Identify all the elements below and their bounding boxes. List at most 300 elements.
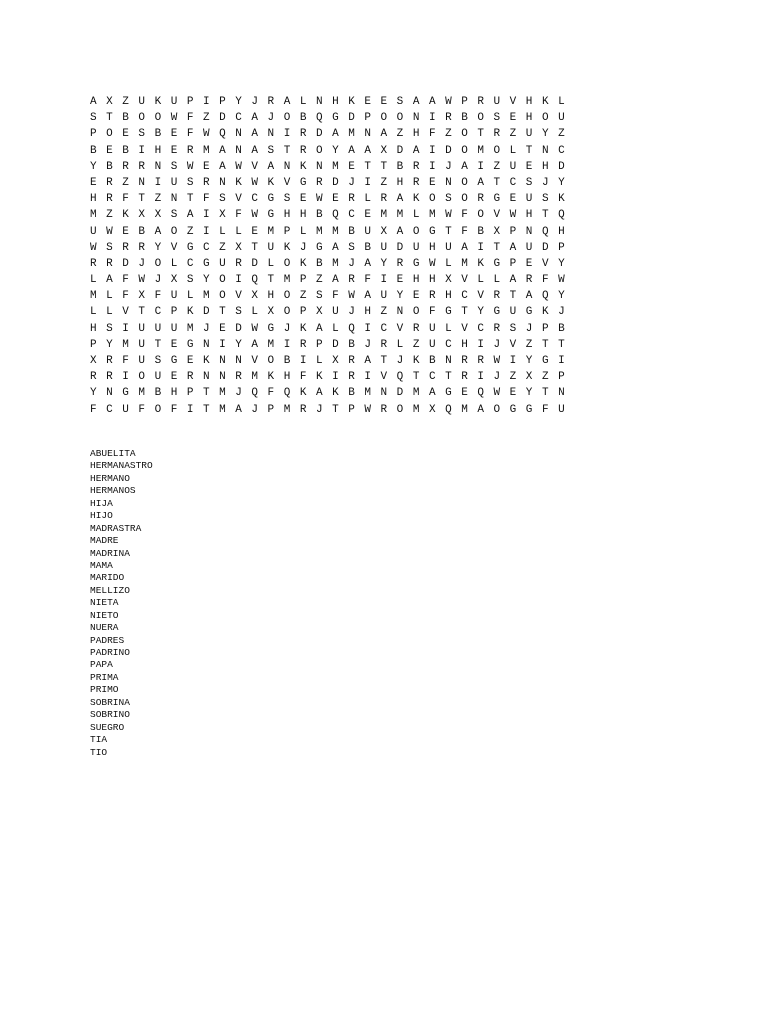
- grid-letter: A: [219, 144, 226, 157]
- grid-letter: W: [493, 387, 501, 400]
- grid-letter: Y: [558, 176, 565, 189]
- grid-letter: Y: [235, 338, 242, 351]
- grid-letter: B: [299, 112, 307, 125]
- grid-letter: D: [348, 112, 355, 125]
- grid-letter: Y: [477, 306, 484, 319]
- grid-letter: J: [267, 112, 275, 125]
- grid-letter: G: [122, 387, 129, 400]
- grid-letter: D: [315, 128, 323, 141]
- grid-letter: I: [122, 322, 129, 335]
- grid-letter: R: [348, 371, 355, 384]
- grid-letter: Q: [251, 387, 259, 400]
- grid-letter: O: [461, 128, 468, 141]
- grid-letter: E: [509, 193, 517, 206]
- grid-letter: P: [509, 225, 517, 238]
- grid-letter: H: [267, 290, 275, 303]
- grid-letter: P: [90, 128, 97, 141]
- grid-letter: M: [396, 209, 404, 222]
- grid-letter: J: [138, 257, 146, 270]
- grid-letter: I: [122, 371, 129, 384]
- word-list-item: MADRINA: [90, 547, 130, 559]
- grid-letter: V: [509, 96, 517, 108]
- grid-row: [90, 321, 574, 337]
- grid-letter: U: [170, 96, 178, 108]
- grid-letter: C: [428, 371, 436, 384]
- grid-letter: I: [186, 403, 194, 416]
- grid-letter: W: [106, 225, 113, 238]
- grid-letter: H: [412, 274, 420, 287]
- grid-letter: Z: [315, 274, 323, 287]
- grid-letter: B: [348, 387, 355, 400]
- grid-letter: Z: [122, 96, 129, 108]
- grid-row: [90, 94, 574, 110]
- grid-letter: U: [493, 96, 501, 108]
- grid-letter: S: [235, 306, 242, 319]
- grid-letter: O: [138, 371, 146, 384]
- grid-letter: M: [186, 322, 194, 335]
- grid-letter: R: [348, 355, 355, 367]
- grid-row: [90, 159, 574, 175]
- grid-letter: T: [202, 403, 210, 416]
- grid-letter: I: [477, 371, 484, 384]
- grid-letter: L: [445, 322, 452, 335]
- grid-letter: J: [315, 403, 323, 416]
- grid-letter: P: [558, 241, 565, 254]
- grid-letter: W: [186, 160, 194, 173]
- grid-letter: V: [477, 290, 484, 303]
- grid-letter: V: [541, 257, 549, 270]
- word-list-item: TIO: [90, 746, 108, 758]
- grid-letter: A: [251, 112, 259, 125]
- grid-letter: T: [541, 387, 549, 400]
- grid-letter: Q: [283, 387, 291, 400]
- grid-letter: I: [219, 338, 226, 351]
- grid-letter: P: [90, 338, 97, 351]
- grid-letter: A: [396, 225, 404, 238]
- grid-letter: E: [170, 371, 178, 384]
- grid-letter: B: [122, 144, 129, 157]
- grid-letter: F: [122, 355, 129, 367]
- grid-letter: P: [509, 257, 517, 270]
- grid-letter: I: [202, 96, 210, 108]
- grid-letter: O: [412, 225, 420, 238]
- grid-letter: L: [170, 257, 178, 270]
- grid-row: [90, 143, 574, 159]
- grid-letter: K: [186, 306, 194, 319]
- grid-letter: Z: [445, 128, 452, 141]
- grid-letter: O: [283, 306, 291, 319]
- grid-letter: E: [332, 193, 339, 206]
- grid-letter: I: [380, 274, 388, 287]
- grid-letter: X: [332, 355, 339, 367]
- grid-letter: U: [138, 96, 146, 108]
- grid-letter: K: [299, 387, 307, 400]
- grid-letter: L: [315, 355, 323, 367]
- grid-letter: X: [219, 209, 226, 222]
- grid-letter: P: [348, 403, 355, 416]
- grid-letter: U: [558, 403, 565, 416]
- grid-letter: J: [445, 160, 452, 173]
- grid-letter: Z: [525, 338, 533, 351]
- grid-letter: X: [380, 225, 388, 238]
- grid-letter: T: [412, 371, 420, 384]
- grid-letter: S: [509, 322, 517, 335]
- grid-letter: K: [299, 322, 307, 335]
- word-list-item: PRIMA: [90, 671, 119, 683]
- grid-letter: P: [186, 96, 194, 108]
- grid-letter: C: [106, 403, 113, 416]
- grid-letter: G: [186, 338, 194, 351]
- grid-letter: E: [251, 225, 259, 238]
- grid-letter: C: [202, 241, 210, 254]
- grid-letter: G: [412, 257, 420, 270]
- grid-letter: E: [90, 176, 97, 189]
- grid-letter: C: [380, 322, 388, 335]
- grid-letter: M: [267, 225, 275, 238]
- grid-letter: M: [428, 209, 436, 222]
- grid-letter: O: [154, 257, 162, 270]
- grid-letter: A: [332, 241, 339, 254]
- grid-letter: R: [186, 144, 194, 157]
- grid-letter: U: [428, 338, 436, 351]
- grid-letter: E: [122, 128, 129, 141]
- grid-letter: U: [90, 225, 97, 238]
- grid-letter: Z: [509, 371, 517, 384]
- grid-letter: E: [170, 338, 178, 351]
- grid-letter: U: [525, 128, 533, 141]
- grid-letter: H: [461, 338, 468, 351]
- grid-letter: K: [477, 257, 484, 270]
- grid-letter: I: [428, 112, 436, 125]
- grid-letter: J: [348, 257, 355, 270]
- grid-letter: H: [525, 112, 533, 125]
- grid-letter: W: [251, 176, 259, 189]
- grid-letter: S: [186, 274, 194, 287]
- grid-letter: V: [235, 290, 242, 303]
- grid-letter: X: [138, 290, 146, 303]
- grid-letter: O: [267, 355, 275, 367]
- grid-letter: C: [251, 193, 259, 206]
- grid-letter: L: [493, 274, 501, 287]
- grid-letter: M: [267, 338, 275, 351]
- grid-letter: L: [445, 257, 452, 270]
- grid-letter: P: [364, 112, 371, 125]
- grid-letter: M: [138, 387, 146, 400]
- grid-letter: U: [332, 306, 339, 319]
- grid-letter: Y: [332, 144, 339, 157]
- grid-letter: A: [364, 144, 371, 157]
- grid-letter: T: [138, 193, 146, 206]
- grid-letter: I: [138, 144, 146, 157]
- grid-letter: A: [364, 290, 371, 303]
- grid-letter: I: [235, 274, 242, 287]
- grid-letter: J: [154, 274, 162, 287]
- grid-letter: P: [541, 322, 549, 335]
- word-list-item: HERMANOS: [90, 485, 136, 497]
- grid-letter: O: [477, 112, 484, 125]
- grid-letter: O: [493, 403, 501, 416]
- grid-letter: Y: [558, 290, 565, 303]
- grid-letter: R: [106, 371, 113, 384]
- grid-letter: H: [170, 387, 178, 400]
- grid-letter: F: [154, 290, 162, 303]
- grid-letter: T: [525, 144, 533, 157]
- grid-letter: S: [267, 144, 275, 157]
- word-list-item: PADRINO: [90, 647, 130, 658]
- grid-letter: C: [558, 144, 565, 157]
- grid-letter: U: [138, 322, 146, 335]
- grid-letter: H: [396, 176, 404, 189]
- grid-row: [90, 224, 574, 240]
- grid-letter: F: [428, 128, 436, 141]
- grid-letter: Z: [493, 160, 501, 173]
- grid-letter: R: [380, 338, 388, 351]
- grid-letter: A: [251, 128, 259, 141]
- word-list-item: ABUELITA: [90, 448, 136, 459]
- grid-letter: S: [283, 193, 291, 206]
- grid-letter: M: [283, 274, 291, 287]
- grid-letter: W: [348, 290, 355, 303]
- grid-letter: X: [525, 371, 533, 384]
- word-list-item: MARIDO: [90, 572, 125, 584]
- grid-letter: E: [461, 387, 468, 400]
- grid-row: [90, 385, 574, 401]
- grid-letter: X: [251, 290, 259, 303]
- grid-letter: Z: [186, 225, 194, 238]
- grid-letter: Z: [122, 176, 129, 189]
- word-list-item: HERMANO: [90, 472, 130, 484]
- grid-letter: N: [315, 96, 323, 108]
- grid-letter: V: [493, 209, 501, 222]
- grid-letter: Z: [154, 193, 162, 206]
- grid-letter: Y: [380, 257, 388, 270]
- grid-letter: T: [509, 290, 517, 303]
- grid-letter: N: [267, 128, 275, 141]
- grid-letter: F: [235, 209, 242, 222]
- grid-letter: R: [493, 290, 501, 303]
- grid-row: [90, 304, 574, 320]
- grid-letter: F: [541, 274, 549, 287]
- grid-letter: D: [396, 387, 404, 400]
- grid-letter: Q: [445, 403, 452, 416]
- grid-letter: O: [283, 112, 291, 125]
- grid-letter: V: [235, 193, 242, 206]
- grid-letter: Y: [90, 387, 97, 400]
- grid-letter: U: [267, 241, 275, 254]
- word-list-item: SOBRINO: [90, 709, 130, 721]
- grid-letter: A: [364, 355, 371, 367]
- grid-letter: W: [493, 355, 501, 367]
- grid-letter: X: [267, 306, 275, 319]
- grid-letter: Q: [219, 128, 226, 141]
- grid-letter: G: [445, 387, 452, 400]
- grid-letter: C: [477, 322, 484, 335]
- grid-letter: J: [235, 387, 242, 400]
- grid-letter: A: [219, 160, 226, 173]
- grid-letter: E: [525, 257, 533, 270]
- grid-letter: O: [138, 112, 146, 125]
- grid-letter: M: [283, 403, 291, 416]
- grid-letter: T: [445, 371, 452, 384]
- grid-letter: I: [332, 371, 339, 384]
- grid-letter: T: [558, 338, 565, 351]
- grid-letter: I: [477, 241, 484, 254]
- grid-letter: A: [251, 338, 259, 351]
- grid-row: [90, 110, 574, 126]
- grid-letter: R: [122, 241, 129, 254]
- grid-letter: S: [219, 193, 226, 206]
- grid-letter: T: [154, 338, 162, 351]
- grid-letter: S: [186, 176, 194, 189]
- grid-letter: O: [170, 225, 178, 238]
- grid-letter: C: [186, 257, 194, 270]
- grid-letter: M: [202, 290, 210, 303]
- grid-letter: W: [509, 209, 517, 222]
- grid-letter: B: [154, 387, 162, 400]
- grid-letter: S: [541, 193, 549, 206]
- grid-letter: J: [493, 338, 501, 351]
- grid-letter: R: [525, 274, 533, 287]
- grid-letter: P: [267, 403, 275, 416]
- grid-letter: T: [493, 176, 501, 189]
- grid-letter: G: [202, 257, 210, 270]
- grid-letter: Q: [541, 225, 549, 238]
- grid-letter: G: [525, 403, 533, 416]
- grid-letter: N: [396, 306, 404, 319]
- grid-letter: N: [525, 225, 533, 238]
- grid-letter: I: [558, 355, 565, 367]
- grid-letter: T: [332, 403, 339, 416]
- grid-letter: U: [525, 193, 533, 206]
- grid-letter: Z: [541, 371, 549, 384]
- grid-letter: W: [445, 209, 452, 222]
- grid-letter: N: [412, 112, 420, 125]
- grid-letter: Y: [525, 387, 533, 400]
- grid-letter: B: [558, 322, 565, 335]
- grid-letter: R: [380, 193, 388, 206]
- grid-letter: S: [170, 160, 178, 173]
- grid-letter: A: [461, 241, 468, 254]
- grid-letter: E: [170, 128, 178, 141]
- grid-letter: N: [541, 144, 549, 157]
- grid-letter: T: [445, 225, 452, 238]
- grid-letter: F: [541, 403, 549, 416]
- grid-letter: F: [122, 274, 129, 287]
- grid-letter: A: [412, 96, 420, 108]
- grid-letter: N: [219, 176, 226, 189]
- grid-letter: N: [106, 387, 113, 400]
- grid-letter: I: [364, 322, 371, 335]
- grid-letter: T: [541, 338, 549, 351]
- grid-letter: A: [461, 160, 468, 173]
- grid-letter: L: [558, 96, 565, 108]
- grid-letter: A: [412, 144, 420, 157]
- grid-letter: G: [299, 176, 307, 189]
- grid-letter: R: [461, 371, 468, 384]
- grid-letter: K: [267, 176, 275, 189]
- grid-letter: G: [267, 193, 275, 206]
- grid-letter: V: [461, 274, 468, 287]
- grid-letter: L: [299, 96, 307, 108]
- grid-letter: T: [364, 160, 371, 173]
- grid-letter: R: [186, 371, 194, 384]
- grid-letter: G: [493, 257, 501, 270]
- grid-letter: T: [380, 160, 388, 173]
- grid-letter: J: [348, 176, 355, 189]
- grid-letter: N: [170, 193, 178, 206]
- grid-letter: D: [332, 338, 339, 351]
- grid-letter: U: [170, 176, 178, 189]
- grid-letter: Y: [541, 128, 549, 141]
- grid-letter: R: [90, 371, 97, 384]
- grid-letter: T: [186, 193, 194, 206]
- grid-letter: L: [477, 274, 484, 287]
- grid-letter: J: [202, 322, 210, 335]
- grid-letter: Z: [396, 128, 404, 141]
- grid-letter: W: [170, 112, 178, 125]
- grid-letter: A: [509, 274, 517, 287]
- grid-letter: A: [525, 290, 533, 303]
- word-list-item: MAMA: [90, 559, 113, 571]
- grid-letter: T: [267, 274, 275, 287]
- grid-letter: X: [315, 306, 323, 319]
- grid-letter: H: [525, 209, 533, 222]
- grid-letter: E: [509, 387, 517, 400]
- grid-letter: F: [428, 306, 436, 319]
- grid-letter: A: [477, 403, 484, 416]
- grid-letter: W: [558, 274, 565, 287]
- grid-letter: R: [477, 193, 484, 206]
- grid-letter: J: [251, 403, 259, 416]
- grid-letter: M: [348, 128, 355, 141]
- grid-letter: D: [332, 176, 339, 189]
- grid-letter: L: [251, 306, 259, 319]
- grid-letter: O: [493, 144, 501, 157]
- grid-letter: D: [251, 257, 259, 270]
- grid-letter: S: [90, 112, 97, 125]
- grid-row: [90, 369, 574, 385]
- grid-letter: A: [332, 274, 339, 287]
- grid-letter: C: [348, 209, 355, 222]
- grid-letter: X: [90, 355, 97, 367]
- grid-letter: U: [154, 322, 162, 335]
- grid-letter: B: [364, 241, 371, 254]
- grid-letter: M: [251, 371, 259, 384]
- grid-letter: O: [283, 257, 291, 270]
- grid-letter: T: [251, 241, 259, 254]
- grid-letter: Z: [412, 338, 420, 351]
- grid-row: [90, 126, 574, 142]
- grid-letter: H: [525, 96, 533, 108]
- grid-letter: T: [541, 209, 549, 222]
- grid-letter: S: [138, 128, 146, 141]
- grid-letter: M: [332, 160, 339, 173]
- grid-letter: J: [299, 241, 307, 254]
- grid-letter: N: [219, 371, 226, 384]
- grid-letter: C: [445, 338, 452, 351]
- grid-letter: S: [396, 96, 404, 108]
- grid-letter: K: [235, 176, 242, 189]
- grid-letter: N: [235, 144, 242, 157]
- grid-letter: A: [364, 257, 371, 270]
- word-list-item: SOBRINA: [90, 696, 130, 708]
- grid-letter: O: [396, 403, 404, 416]
- grid-letter: Z: [299, 290, 307, 303]
- grid-letter: V: [251, 160, 259, 173]
- grid-letter: O: [461, 176, 468, 189]
- grid-letter: R: [315, 176, 323, 189]
- grid-letter: H: [428, 274, 436, 287]
